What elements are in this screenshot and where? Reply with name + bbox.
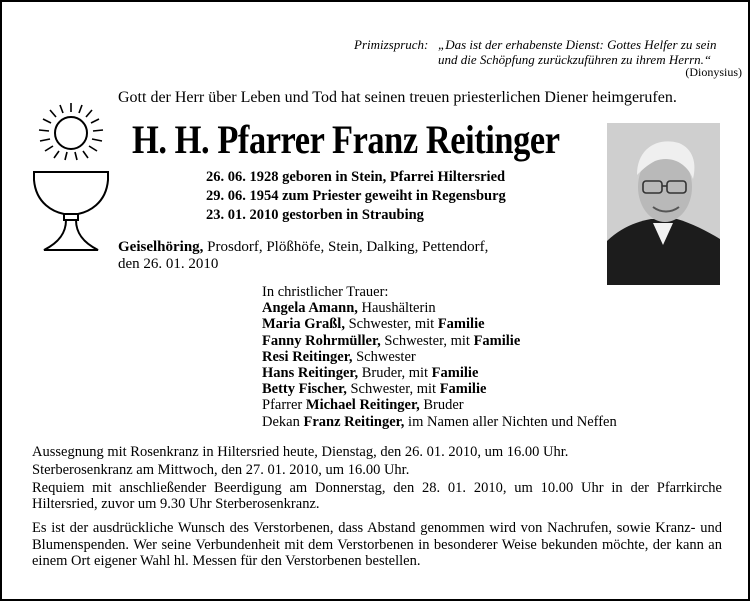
- place-date: den 26. 01. 2010: [118, 256, 219, 272]
- event-rosary: Sterberosenkranz am Mittwoch, den 27. 01. 2010, um 16.00 Uhr.: [32, 462, 410, 478]
- mourner-relation: Schwester, mit: [346, 381, 440, 398]
- deceased-name: H. H. Pfarrer Franz Reitinger: [132, 117, 560, 162]
- mourner-row: [262, 381, 617, 397]
- mourner-relation: Bruder, mit: [358, 365, 432, 382]
- place-line: [118, 239, 488, 256]
- mourner-name: Fanny Rohrmüller,: [262, 332, 381, 349]
- mourner-name: Franz Reitinger,: [303, 413, 405, 430]
- date-death: 23. 01. 2010 gestorben in Straubing: [206, 207, 424, 223]
- mourner-family: Familie: [439, 381, 487, 398]
- mourners-list: [262, 284, 617, 430]
- mourner-row: [262, 333, 617, 349]
- mourner-family: Familie: [473, 332, 521, 349]
- mourner-name: Angela Amann,: [262, 300, 358, 317]
- mourner-family: Familie: [437, 316, 485, 333]
- mourner-row: [262, 397, 617, 413]
- mourner-relation: Bruder: [419, 397, 464, 414]
- place-town: Geiselhöring,: [118, 239, 204, 255]
- mourners-heading: In christlicher Trauer:: [262, 284, 389, 300]
- event-blessing: Aussegnung mit Rosenkranz in Hiltersried heute, Dienstag, den 26. 01. 2010, um 16.00 Uhr.: [32, 444, 569, 460]
- mourner-row: [262, 316, 617, 332]
- mourner-title: Dekan: [262, 413, 304, 430]
- motto-label: Primizspruch:: [354, 37, 429, 52]
- mourner-title: Pfarrer: [262, 397, 306, 414]
- chalice-host-icon: [30, 100, 112, 260]
- mourner-name: Michael Reitinger,: [305, 397, 420, 414]
- place-villages: Prosdorf, Plößhöfe, Stein, Dalking, Pettendorf,: [203, 239, 489, 255]
- mourner-row: [262, 349, 617, 365]
- wish-paragraph: Es ist der ausdrückliche Wunsch des Verstorbenen, dass Abstand genommen wird von Nachrufen, sowie Kranz- und Blumenspenden. Wer seine Verbundenheit mit dem Verstorbenen in besonderer Weise bekunden möchte, der kann an einem Ort eigener Wahl hl. Messen für den Verstorbenen bestellen.: [32, 520, 722, 569]
- intro-text: Gott der Herr über Leben und Tod hat seinen treuen priesterlichen Diener heimgerufen.: [118, 89, 677, 106]
- mourner-relation: im Namen aller Nichten und Neffen: [404, 413, 617, 430]
- mourner-name: Betty Fischer,: [262, 381, 347, 398]
- mourner-row: [262, 414, 617, 430]
- mourner-family: Familie: [431, 365, 479, 382]
- mourner-name: Resi Reitinger,: [262, 348, 353, 365]
- motto-line-1: „Das ist der erhabenste Dienst: Gottes Helfer zu sein: [438, 37, 717, 52]
- event-requiem: Requiem mit anschließender Beerdigung am Donnerstag, den 28. 01. 2010, um 10.00 Uhr in der Pfarrkirche Hiltersried, zuvor um 9.30 Uhr Sterberosenkranz.: [32, 480, 722, 512]
- date-ordination: 29. 06. 1954 zum Priester geweiht in Regensburg: [206, 188, 506, 204]
- motto-source: (Dionysius): [685, 65, 742, 79]
- mourner-name: Hans Reitinger,: [262, 365, 359, 382]
- mourner-relation: Haushälterin: [357, 300, 436, 317]
- mourner-relation: Schwester, mit: [380, 332, 474, 349]
- motto-line-2: und die Schöpfung zurückzuführen zu ihrem Herrn.“: [438, 52, 712, 67]
- mourner-row: [262, 300, 617, 316]
- date-birth: 26. 06. 1928 geboren in Stein, Pfarrei Hiltersried: [206, 169, 506, 185]
- mourner-relation: Schwester, mit: [344, 316, 438, 333]
- portrait-photo: [607, 123, 720, 285]
- mourner-name: Maria Graßl,: [262, 316, 345, 333]
- mourner-row: [262, 365, 617, 381]
- mourner-relation: Schwester: [352, 348, 416, 365]
